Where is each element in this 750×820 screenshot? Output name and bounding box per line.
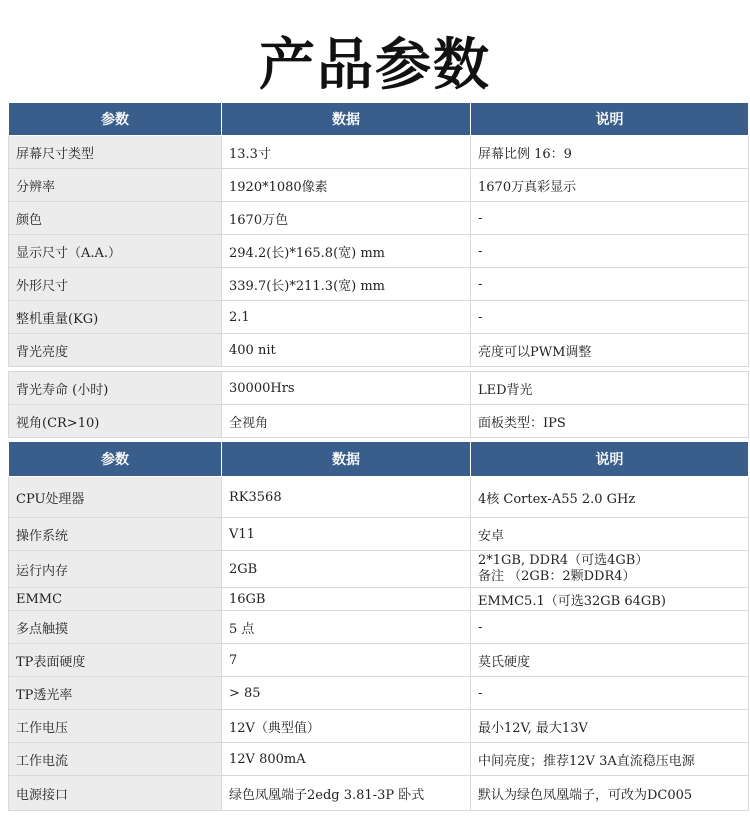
value-cell: > 85 <box>222 677 471 710</box>
param-cell: EMMC <box>9 588 222 611</box>
table-row <box>9 551 749 588</box>
table-header-row <box>9 442 749 477</box>
spec-table-backlight <box>8 371 749 438</box>
note-cell: - <box>471 235 749 268</box>
param-cell: CPU处理器 <box>9 477 222 518</box>
note-cell: - <box>471 202 749 235</box>
param-cell: 工作电流 <box>9 743 222 776</box>
value-cell: 1920*1080像素 <box>222 169 471 202</box>
value-cell: V11 <box>222 518 471 551</box>
spec-table-display <box>8 102 749 367</box>
value-cell: 7 <box>222 644 471 677</box>
table-row <box>9 202 749 235</box>
param-cell: 颜色 <box>9 202 222 235</box>
param-cell: 操作系统 <box>9 518 222 551</box>
param-cell: 背光亮度 <box>9 334 222 367</box>
value-cell: 294.2(长)*165.8(宽) mm <box>222 235 471 268</box>
value-cell: 全视角 <box>222 405 471 438</box>
table-row <box>9 405 749 438</box>
value-cell: 12V 800mA <box>222 743 471 776</box>
table-row <box>9 477 749 518</box>
param-cell: 分辨率 <box>9 169 222 202</box>
value-cell: 2.1 <box>222 301 471 334</box>
note-cell: 安卓 <box>471 518 749 551</box>
note-cell: 亮度可以PWM调整 <box>471 334 749 367</box>
param-cell: 多点触摸 <box>9 611 222 644</box>
note-cell: - <box>471 611 749 644</box>
param-cell: 电源接口 <box>9 776 222 811</box>
table-row <box>9 268 749 301</box>
table-row <box>9 301 749 334</box>
table-row <box>9 372 749 405</box>
table-row <box>9 677 749 710</box>
note-cell: - <box>471 677 749 710</box>
param-cell: 外形尺寸 <box>9 268 222 301</box>
note-cell: 莫氏硬度 <box>471 644 749 677</box>
param-cell: 视角(CR>10) <box>9 405 222 438</box>
param-cell: 显示尺寸（A.A.） <box>9 235 222 268</box>
note-cell: - <box>471 301 749 334</box>
value-cell: 30000Hrs <box>222 372 471 405</box>
param-cell: TP透光率 <box>9 677 222 710</box>
value-cell: 12V（典型值） <box>222 710 471 743</box>
note-cell: 最小12V, 最大13V <box>471 710 749 743</box>
header-param: 参数 <box>9 103 222 136</box>
value-cell: 2GB <box>222 551 471 588</box>
param-cell: 整机重量(KG) <box>9 301 222 334</box>
value-cell: RK3568 <box>222 477 471 518</box>
note-cell: 1670万真彩显示 <box>471 169 749 202</box>
table-row <box>9 136 749 169</box>
note-cell: 中间亮度；推荐12V 3A直流稳压电源 <box>471 743 749 776</box>
value-cell: 339.7(长)*211.3(宽) mm <box>222 268 471 301</box>
value-cell: 400 nit <box>222 334 471 367</box>
table-row <box>9 235 749 268</box>
value-cell: 16GB <box>222 588 471 611</box>
table-row <box>9 518 749 551</box>
note-line-remark: 备注 （2GB：2颗DDR4） <box>478 569 636 584</box>
value-cell: 5 点 <box>222 611 471 644</box>
header-note: 说明 <box>471 103 749 136</box>
note-cell: 屏幕比例 16：9 <box>471 136 749 169</box>
page-title: 产品参数 <box>259 33 491 98</box>
param-cell: 工作电压 <box>9 710 222 743</box>
header-value: 数据 <box>222 442 471 477</box>
param-cell: TP表面硬度 <box>9 644 222 677</box>
note-line: 2*1GB, DDR4（可选4GB） <box>478 553 649 568</box>
table-row <box>9 169 749 202</box>
header-value: 数据 <box>222 103 471 136</box>
header-note: 说明 <box>471 442 749 477</box>
table-row <box>9 588 749 611</box>
param-cell: 屏幕尺寸类型 <box>9 136 222 169</box>
spec-table-hardware <box>8 441 749 811</box>
note-cell <box>471 551 749 588</box>
header-param: 参数 <box>9 442 222 477</box>
note-cell: - <box>471 268 749 301</box>
table-row <box>9 710 749 743</box>
table-row <box>9 743 749 776</box>
value-cell: 13.3寸 <box>222 136 471 169</box>
value-cell: 绿色凤凰端子2edg 3.81-3P 卧式 <box>222 776 471 811</box>
value-cell: 1670万色 <box>222 202 471 235</box>
table-row <box>9 611 749 644</box>
note-cell: LED背光 <box>471 372 749 405</box>
table-row <box>9 334 749 367</box>
param-cell: 运行内存 <box>9 551 222 588</box>
note-cell: 默认为绿色凤凰端子，可改为DC005 <box>471 776 749 811</box>
param-cell: 背光寿命 (小时) <box>9 372 222 405</box>
table-header-row <box>9 103 749 136</box>
note-cell: 面板类型：IPS <box>471 405 749 438</box>
note-cell: EMMC5.1（可选32GB 64GB) <box>471 588 749 611</box>
table-row <box>9 644 749 677</box>
table-row <box>9 776 749 811</box>
note-cell: 4核 Cortex-A55 2.0 GHz <box>471 477 749 518</box>
